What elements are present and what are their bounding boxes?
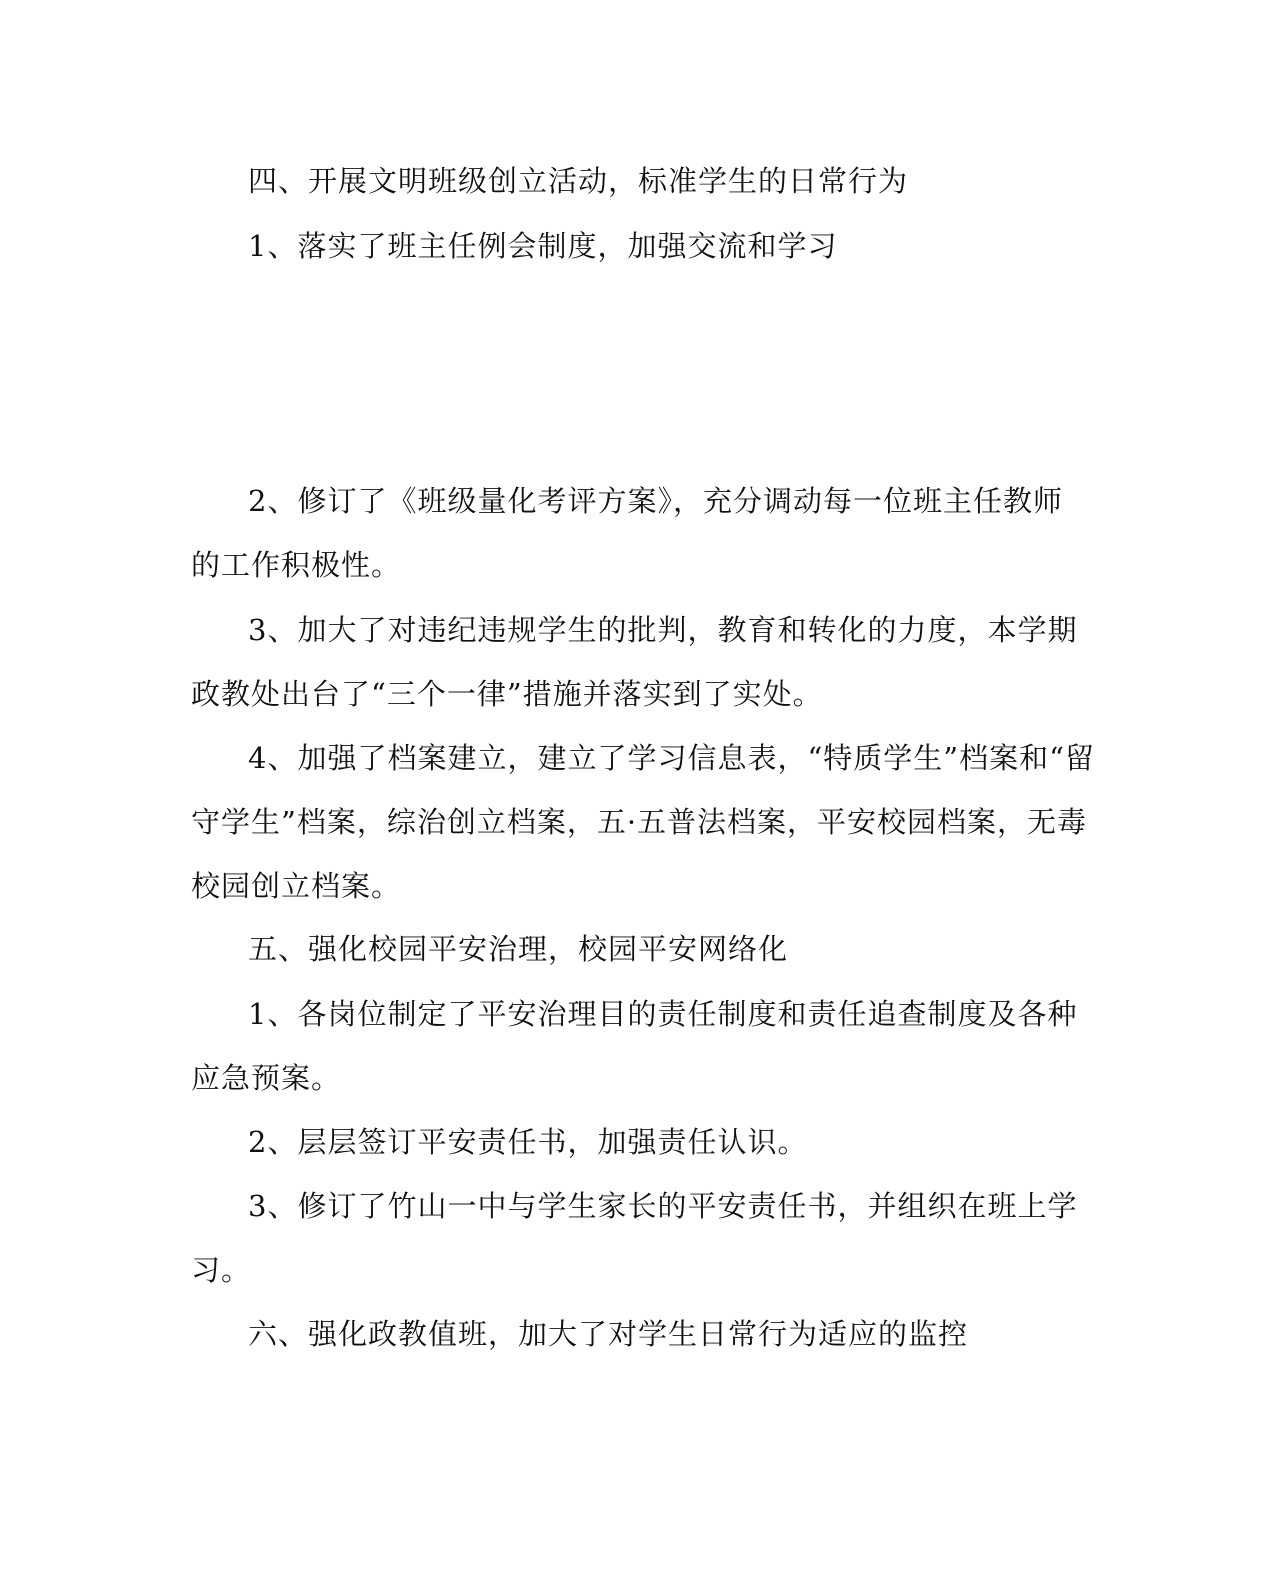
paragraph-line: 1、落实了班主任例会制度，加强交流和学习 <box>248 229 838 263</box>
section-heading-5: 五、强化校园平安治理，校园平安网络化 <box>248 932 789 966</box>
paragraph-line: 3、加大了对违纪违规学生的批判，教育和转化的力度，本学期 <box>248 613 1078 647</box>
section-heading-6: 六、强化政教值班，加大了对学生日常行为适应的监控 <box>248 1317 969 1351</box>
paragraph-line: 习。 <box>191 1253 252 1287</box>
paragraph-line: 政教处出台了“三个一律”措施并落实到了实处。 <box>191 677 823 711</box>
paragraph-line: 1、各岗位制定了平安治理目的责任制度和责任追查制度及各种 <box>248 997 1078 1031</box>
section-heading-4: 四、开展文明班级创立活动，标准学生的日常行为 <box>248 164 909 198</box>
paragraph-line: 4、加强了档案建立，建立了学习信息表，“特质学生”档案和“留 <box>248 741 1095 775</box>
paragraph-line: 3、修订了竹山一中与学生家长的平安责任书，并组织在班上学 <box>248 1189 1078 1223</box>
paragraph-line: 校园创立档案。 <box>191 869 402 903</box>
paragraph-line: 应急预案。 <box>191 1061 342 1095</box>
paragraph-line: 2、层层签订平安责任书，加强责任认识。 <box>248 1125 808 1159</box>
paragraph-line: 的工作积极性。 <box>191 548 402 582</box>
paragraph-line: 守学生”档案，综治创立档案，五·五普法档案，平安校园档案，无毒 <box>191 805 1088 839</box>
paragraph-line: 2、修订了《班级量化考评方案》，充分调动每一位班主任教师 <box>248 484 1063 518</box>
